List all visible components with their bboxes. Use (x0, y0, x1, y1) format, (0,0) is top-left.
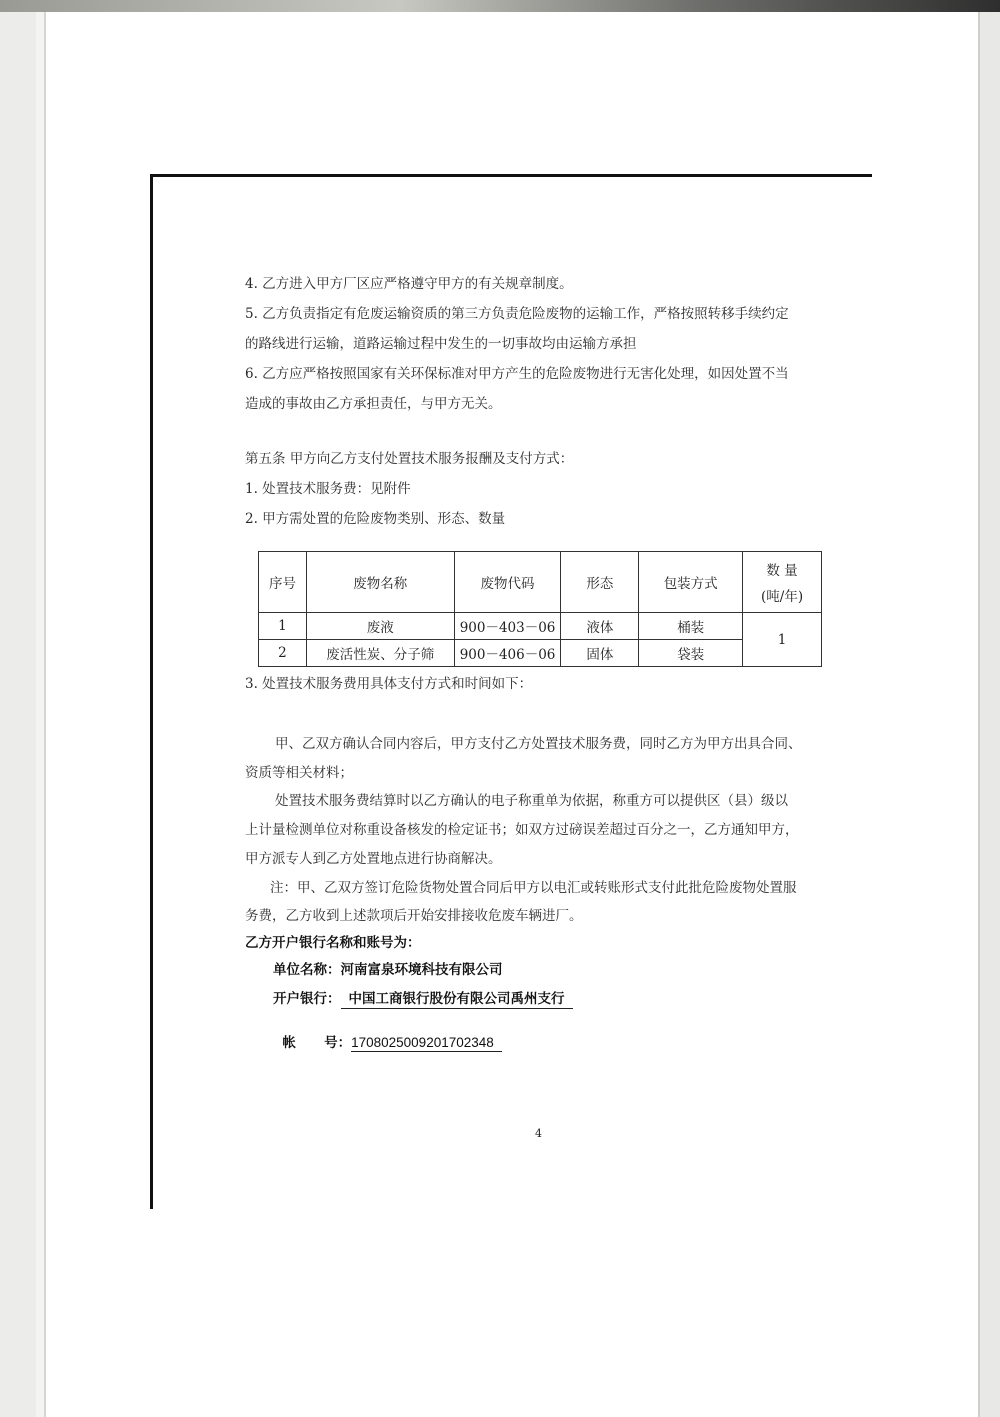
payment-para-1-line1: 甲、乙双方确认合同内容后，甲方支付乙方处置技术服务费，同时乙方为甲方出具合同、 (275, 736, 802, 752)
header-packaging: 包装方式 (639, 552, 743, 613)
table-header-row (259, 552, 822, 613)
clause-6-line1: 6. 乙方应严格按照国家有关环保标准对甲方产生的危险废物进行无害化处理，如因处置不当 (245, 366, 789, 382)
article-5-title: 第五条 甲方向乙方支付处置技术服务报酬及支付方式： (245, 451, 574, 467)
header-quantity (743, 552, 822, 613)
cell-quantity: 1 (743, 613, 822, 667)
cell-serial-no: 1 (259, 613, 307, 640)
cell-waste-code: 900－403－06 (454, 613, 561, 640)
table-row (259, 640, 822, 667)
cell-form: 液体 (561, 613, 639, 640)
document-page (46, 12, 978, 1417)
page-number: 4 (535, 1127, 542, 1140)
cell-packaging: 桶装 (639, 613, 743, 640)
header-form: 形态 (561, 552, 639, 613)
bank-account-value: 1708025009201702348 (351, 1035, 502, 1052)
payment-para-2-line1: 处置技术服务费结算时以乙方确认的电子称重单为依据，称重方可以提供区（县）级以 (275, 793, 788, 809)
scan-right-edge (978, 12, 980, 1417)
payment-para-2-line3: 甲方派专人到乙方处置地点进行协商解决。 (245, 851, 502, 867)
cell-waste-name: 废活性炭、分子筛 (306, 640, 454, 667)
cell-form: 固体 (561, 640, 639, 667)
bank-name-label: 开户银行： (273, 991, 341, 1007)
page-frame-left (150, 174, 153, 1209)
scan-right-margin (980, 0, 1000, 1417)
bank-heading: 乙方开户银行名称和账号为： (245, 935, 421, 951)
bank-name-row (273, 991, 573, 1007)
payment-para-1-line2: 资质等相关材料； (245, 765, 353, 781)
clause-6-line2: 造成的事故由乙方承担责任，与甲方无关。 (245, 396, 502, 412)
article-5-item-2: 2. 甲方需处置的危险废物类别、形态、数量 (245, 511, 506, 527)
bank-unit-value: 河南富泉环境科技有限公司 (340, 962, 503, 978)
bank-unit-label: 单位名称： (273, 962, 341, 978)
hazardous-waste-table (258, 551, 822, 667)
article-5-item-3: 3. 处置技术服务费用具体支付方式和时间如下： (245, 676, 533, 692)
payment-note-line2: 务费，乙方收到上述款项后开始安排接收危废车辆进厂。 (245, 908, 583, 924)
bank-unit-row (273, 962, 503, 978)
clause-5-line1: 5. 乙方负责指定有危废运输资质的第三方负责危险废物的运输工作，严格按照转移手续约定 (245, 306, 789, 322)
cell-waste-name: 废液 (306, 613, 454, 640)
payment-note-line1: 注：甲、乙双方签订危险货物处置合同后甲方以电汇或转账形式支付此批危险废物处置服 (270, 880, 797, 896)
scan-top-strip (0, 0, 1000, 12)
cell-packaging: 袋装 (639, 640, 743, 667)
payment-para-2-line2: 上计量检测单位对称重设备核发的检定证书；如双方过磅误差超过百分之一，乙方通知甲方， (245, 822, 799, 838)
scan-left-margin (0, 0, 36, 1417)
header-quantity-label: 数 量 (766, 563, 798, 579)
header-waste-name: 废物名称 (306, 552, 454, 613)
header-quantity-unit: (吨/年) (761, 589, 804, 605)
table-row (259, 613, 822, 640)
cell-waste-code: 900－406－06 (454, 640, 561, 667)
article-5-item-1: 1. 处置技术服务费：见附件 (245, 481, 411, 497)
clause-4: 4. 乙方进入甲方厂区应严格遵守甲方的有关规章制度。 (245, 276, 573, 292)
bank-account-label: 帐 号： (282, 1035, 352, 1051)
header-serial-no: 序号 (259, 552, 307, 613)
bank-account-row (273, 1019, 502, 1051)
clause-5-line2: 的路线进行运输，道路运输过程中发生的一切事故均由运输方承担 (245, 336, 637, 352)
cell-serial-no: 2 (259, 640, 307, 667)
page-frame-top (150, 174, 872, 177)
header-waste-code: 废物代码 (454, 552, 561, 613)
bank-name-value: 中国工商银行股份有限公司禹州支行 (341, 991, 573, 1009)
